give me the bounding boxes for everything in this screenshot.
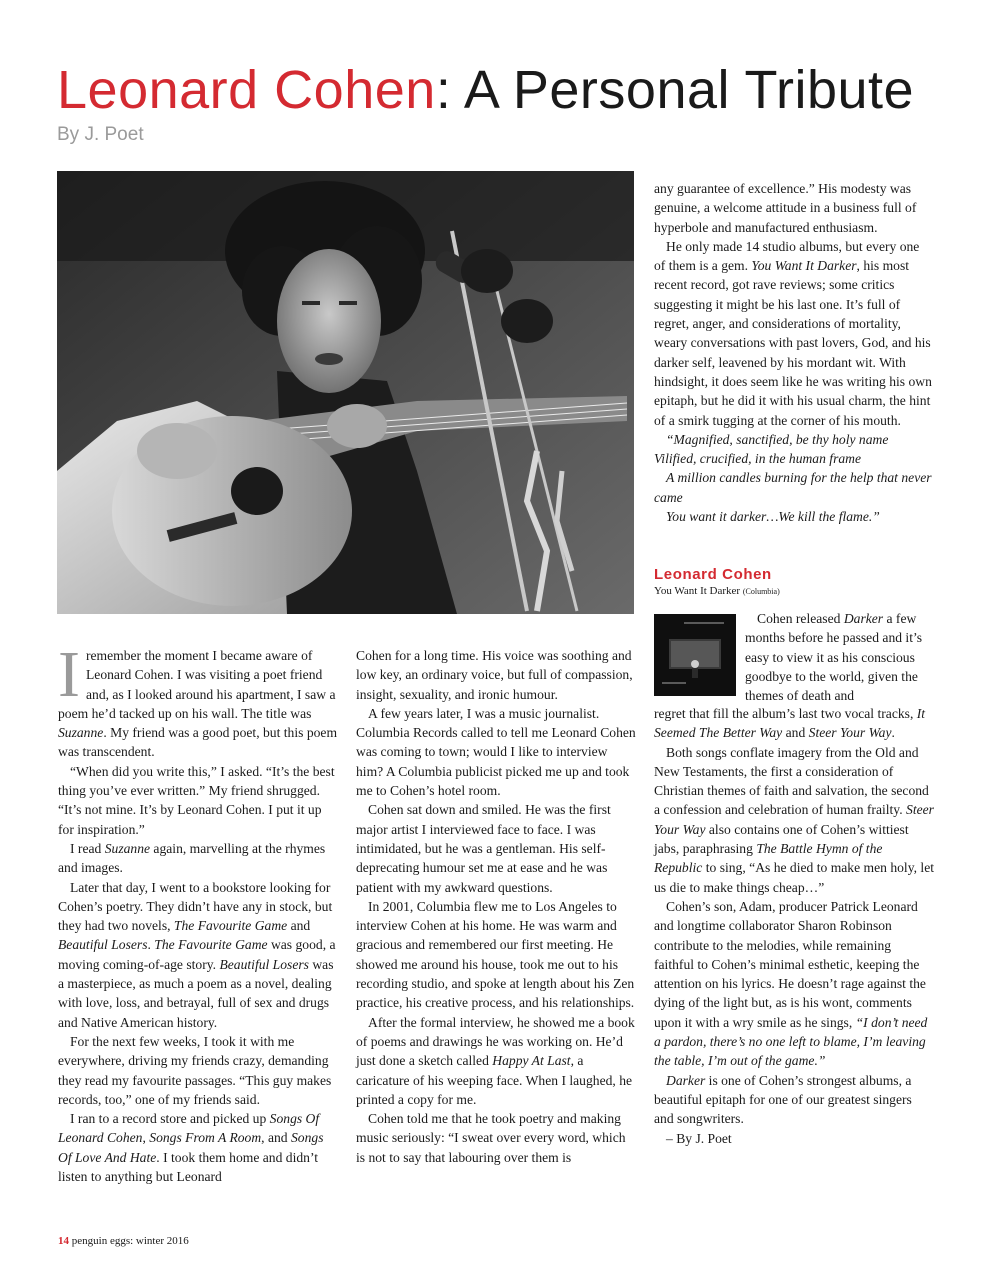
italic-title: Suzanne [58,725,104,741]
paragraph: In 2001, Columbia flew me to Los Angeles to interview Cohen at his home. He was warm and gracious and remembered our first meeting. He showed me around his house, took me out to his recording studio, and spoke at length about his Zen practice, his creative process, and his relationships. [356,898,635,1011]
review-artist: Leonard Cohen [654,566,772,583]
paragraph [654,897,934,1071]
italic-title: Darker [666,1072,706,1088]
text-run: was good, a moving coming-of-age story. [58,937,336,972]
paragraph: any guarantee of excellence.” His modesty was genuine, a welcome attitude in a business full of hyperbole and manufactured enthusiasm. [654,181,917,235]
paragraph [356,1013,636,1109]
paragraph: “When did you write this,” I asked. “It’s the best thing you’ve ever written.” My friend shrugged. “It’s not mine. It’s by Leonard Cohen. I put it up for inspiration.” [58,763,335,837]
text-run: He only made 14 studio albums, but every one of them is a gem. [654,238,920,274]
italic-title: The Battle Hymn of the Republic [654,841,883,876]
italic-title: Steer Your Way [808,725,892,741]
text-run: , [142,1130,150,1146]
paragraph [58,638,338,762]
text-run: Later that day, I went to a bookstore looking for Cohen’s poetry. They didn’t have any in stock, but they had two novels, [58,879,333,934]
paragraph [654,1071,934,1129]
text-run: I read [70,840,105,856]
italic-title: Beautiful Losers [219,956,309,972]
paragraph: Cohen told me that he took poetry and making music seriously: “I sweat over every word, which is not to say that labouring over them is [356,1111,626,1165]
text-run: a few months before he passed and it’s easy to view it as his conscious goodbye to the world, given the themes of death and [745,611,923,704]
italic-title: It Seemed The Better Way [654,706,926,741]
text-run: also contains one of Cohen’s wittiest jabs, paraphrasing [654,821,909,857]
paragraph [654,237,934,430]
page-number: 14 [58,1235,69,1247]
album-cover [654,614,736,696]
album-cover-image [654,614,736,696]
text-run: . I took them home and didn’t listen to anything but Leonard [58,1149,319,1185]
text-run: was a masterpiece, as much a poem as a novel, dealing with love, loss, and betrayal, full of sex and drugs and Native American history. [58,956,334,1030]
text-run: again, marvelling at the rhymes and images. [58,840,326,876]
text-run: I ran to a record store and picked up [70,1111,270,1127]
record-label: (Columbia) [742,587,780,596]
publication-name: penguin eggs: winter 2016 [69,1235,189,1247]
paragraph: A few years later, I was a music journalist. Columbia Records called to tell me Leonard Cohen was coming to town; would I like to interview him? A Columbia publicist picked me up and took me to Cohen’s hotel room. [356,705,636,799]
text-run: Both songs conflate imagery from the Old and New Testaments, the first a consideration of Christian themes of faith and salvation, the second a confession and celebration of human frailty. [654,744,929,818]
text-run: . [891,725,895,741]
text-run: Cohen released [757,611,844,626]
paragraph [654,743,934,897]
article-title [57,58,957,122]
text-run: . [147,937,155,953]
text-run: is one of Cohen’s strongest albums, a beautiful epitaph for one of our greatest singers and songwriters. [654,1072,912,1127]
review-intro [745,609,935,705]
italic-title: Darker [843,611,884,626]
article-title-subtitle: : A Personal Tribute [435,60,915,120]
italic-title: Beautiful Losers [58,937,148,953]
paragraph [58,839,338,878]
text-run: Cohen’s son, Adam, producer Patrick Leonard and longtime collaborator Sharon Robinson contribute to the melodies, while remaining faithful to Cohen’s minimal esthetic, keeping the attention on his lyrics. He doesn’t rage against the dying of the light but, as is his wont, comments upon it with a wry smile as he sings, [654,898,926,1030]
italic-title: Songs From A Room [149,1130,262,1146]
paragraph: For the next few weeks, I took it with me everywhere, driving my friends crazy, demanding they read my favourite passages. “This guy makes records, too,” one of my friends said. [58,1033,332,1107]
text-run: remember the moment I became aware of Leonard Cohen. I was visiting a poet friend and, as I looked around his apartment, I saw a poem he’d tacked up on his wall. The title was [58,648,336,721]
text-run: , and [261,1130,291,1146]
italic-title: The Favourite Game [154,937,268,953]
text-run: After the formal interview, he showed me a book of poems and drawings he was working on. He’d just done a sketch called [356,1014,635,1069]
article-photo [57,171,634,614]
review-signoff: – By J. Poet [666,1130,732,1146]
lyric-line: “Magnified, sanctified, be thy holy name [666,431,889,447]
italic-quote: “I don’t need a pardon, there’s no one left to blame, I’m leaving the table, I’m out of the game.” [654,1014,928,1069]
italic-title: Happy At Last [492,1053,571,1069]
text-run: . My friend was a good poet, but this poem was transcendent. [58,725,338,760]
text-run: and [782,725,809,741]
paragraph [58,878,338,1032]
italic-title: The Favourite Game [173,918,288,934]
text-run: regret that fill the album’s last two vocal tracks, [654,706,917,721]
italic-title: Suzanne [104,840,151,856]
paragraph [745,609,935,705]
paragraph [654,704,934,743]
paragraph: Cohen for a long time. His voice was soothing and low key, an ordinary voice, but full of compassion, insight, sexuality, and ironic humour. [356,648,633,702]
body-column-3 [654,179,934,526]
drop-cap: I [58,638,80,711]
paragraph [58,1109,338,1186]
page-footer [58,1235,189,1247]
italic-title: Steer Your Way [654,802,934,837]
text-run: , a caricature of his weeping face. When I laughed, he printed a copy for me. [356,1053,633,1107]
paragraph: Cohen sat down and smiled. He was the first major artist I interviewed face to face. I was intimidated, but he was a gentleman. His self-deprecating humour set me at ease and he was patient with my awkward questions. [356,802,611,895]
lyric-quote [654,430,934,526]
body-column-1 [58,638,338,1186]
text-run: and [287,918,311,934]
article-byline: By J. Poet [57,124,144,145]
text-run: , his most recent record, got rave reviews; some critics suggesting it might be his last one. It’s full of regret, anger, and considerations of mortality, weary conversations with past lovers, God, and his darker self, leavened by his mordant wit. With hindsight, it does seem like he was writing his own epitaph, but he did it with his usual charm, the hint of a smirk tugging at the corner of his mouth. [654,258,932,428]
review-album [654,585,780,597]
album-title: You Want It Darker [654,585,741,597]
italic-title: Songs Of Leonard Cohen [58,1111,320,1146]
body-column-2 [356,646,636,1167]
review-body [654,704,934,1148]
lyric-line: Vilified, crucified, in the human frame [654,451,862,467]
text-run: to sing, “As he died to make men holy, let us die to make things cheap…” [654,860,935,895]
lyric-line: You want it darker…We kill the flame.” [666,509,880,525]
article-title-name: Leonard Cohen [57,60,436,120]
italic-title: You Want It Darker [751,258,857,274]
lyric-line: A million candles burning for the help that never came [654,470,932,505]
cohen-guitar-photo-image [57,171,634,614]
italic-title: Songs Of Love And Hate [58,1130,324,1165]
